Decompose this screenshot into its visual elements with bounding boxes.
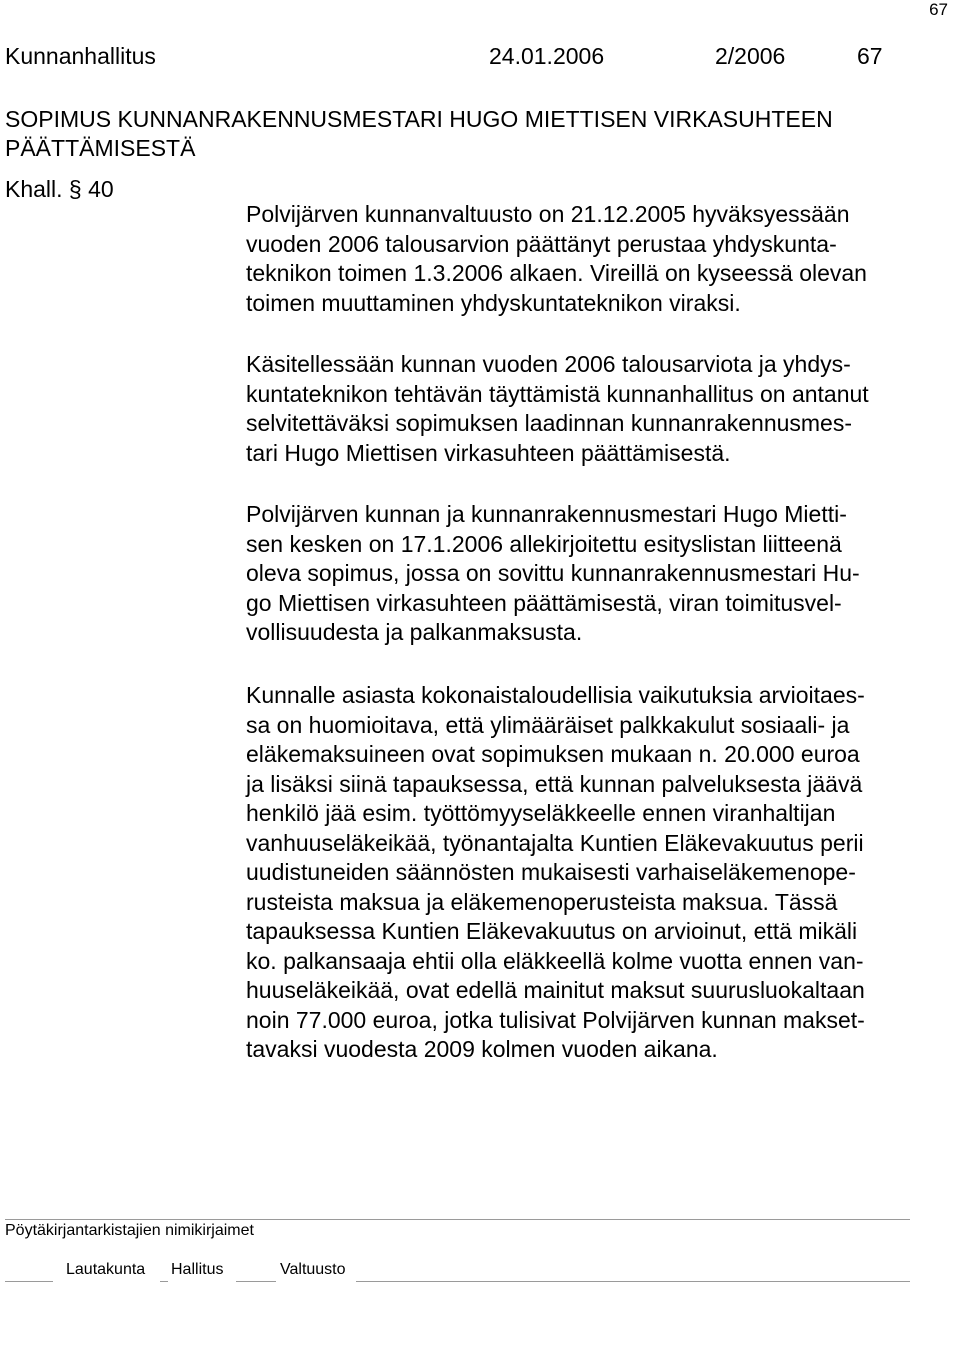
text-line: sen kesken on 17.1.2006 allekirjoitettu esityslistan liitteenä: [246, 530, 842, 557]
signature-line: [5, 1281, 53, 1282]
header-date: 24.01.2006: [489, 43, 605, 69]
text-line: Kunnalle asiasta kokonaistaloudellisia vaikutuksia arvioitaes-: [246, 682, 865, 708]
text-line: ko. palkansaaja ehtii olla eläkkeellä kolme vuotta ennen van-: [246, 947, 864, 974]
text-line: Käsitellessään kunnan vuoden 2006 talousarviota ja yhdys-: [246, 351, 851, 377]
paragraph-3: [246, 500, 958, 648]
footer-role-valtuusto: Valtuusto: [280, 1261, 346, 1278]
text-line: eläkemaksuineen ovat sopimuksen mukaan n. 20.000 euroa: [246, 741, 860, 767]
text-line: vollisuudesta ja palkanmaksusta.: [246, 619, 583, 645]
text-line: sa on huomioitava, että ylimääräiset palkkakulut sosiaali- ja: [246, 711, 850, 738]
text-line: go Miettisen virkasuhteen päättämisestä, viran toimitusvel-: [246, 589, 842, 616]
paragraph-1: [246, 200, 958, 318]
text-line: vuoden 2006 talousarvion päättänyt perustaa yhdyskunta-: [246, 230, 837, 257]
document-title: [5, 105, 955, 163]
text-line: Polvijärven kunnanvaltuusto on 21.12.2005 hyväksyessään: [246, 201, 850, 227]
signature-line: [356, 1281, 910, 1282]
header-organ: Kunnanhallitus: [5, 43, 156, 69]
paragraph-4: [246, 681, 958, 1065]
footer-role-hallitus: Hallitus: [171, 1261, 224, 1278]
text-line: vanhuuseläkeikää, työnantajalta Kuntien Eläkevakuutus perii: [246, 829, 864, 856]
text-line: oleva sopimus, jossa on sovittu kunnanrakennusmestari Hu-: [246, 560, 860, 586]
footer-role-lautakunta: Lautakunta: [66, 1261, 146, 1278]
section-number: Khall. § 40: [5, 176, 114, 202]
signature-line: [160, 1281, 168, 1282]
text-line: henkilö jää esim. työttömyyseläkkeelle ennen viranhaltijan: [246, 800, 836, 826]
footer-label: Pöytäkirjantarkistajien nimikirjaimet: [5, 1222, 254, 1239]
text-line: ja lisäksi siinä tapauksessa, että kunnan palveluksesta jäävä: [246, 770, 863, 797]
footer-divider: [5, 1219, 910, 1220]
text-line: teknikon toimen 1.3.2006 alkaen. Vireillä on kyseessä olevan: [246, 260, 867, 286]
text-line: uudistuneiden säännösten mukaisesti varhaiseläkemenope-: [246, 859, 856, 885]
title-line: SOPIMUS KUNNANRAKENNUSMESTARI HUGO MIETTISEN VIRKASUHTEEN: [5, 106, 833, 132]
header-meeting: 2/2006: [715, 43, 786, 69]
text-line: toimen muuttaminen yhdyskuntateknikon viraksi.: [246, 289, 741, 316]
page-number: 67: [929, 0, 948, 19]
text-line: huuseläkeikää, ovat edellä mainitut maksut suurusluokaltaan: [246, 977, 865, 1003]
text-line: selvitettäväksi sopimuksen laadinnan kunnanrakennusmes-: [246, 410, 853, 436]
text-line: tari Hugo Miettisen virkasuhteen päättämisestä.: [246, 439, 731, 466]
text-line: noin 77.000 euroa, jotka tulisivat Polvijärven kunnan makset-: [246, 1006, 865, 1033]
text-line: rusteista maksua ja eläkemenoperusteista maksua. Tässä: [246, 888, 838, 915]
paragraph-2: [246, 350, 958, 468]
text-line: tavaksi vuodesta 2009 kolmen vuoden aikana.: [246, 1036, 718, 1062]
text-line: tapauksessa Kuntien Eläkevakuutus on arvioinut, että mikäli: [246, 918, 858, 944]
text-line: kuntateknikon tehtävän täyttämistä kunnanhallitus on antanut: [246, 380, 869, 407]
signature-line: [236, 1281, 276, 1282]
title-line: PÄÄTTÄMISESTÄ: [5, 135, 196, 161]
text-line: Polvijärven kunnan ja kunnanrakennusmestari Hugo Mietti-: [246, 501, 847, 527]
header-page: 67: [857, 43, 883, 69]
